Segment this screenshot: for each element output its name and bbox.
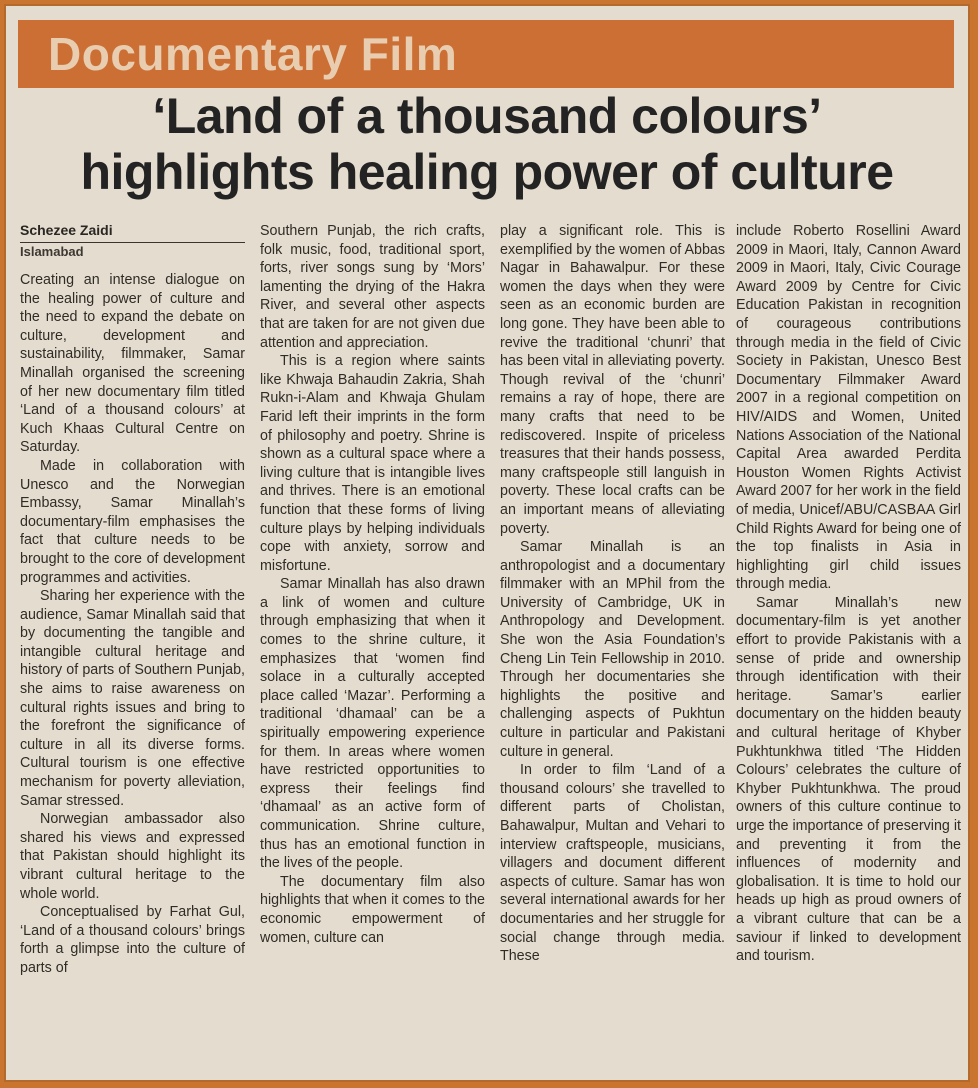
article-column-3 xyxy=(500,222,725,1076)
paragraph: Samar Minallah is an anthropologist and a documentary filmmaker with an MPhil from the University of Cambridge, UK in Anthropology and Development. She won the Asia Foundation’s Cheng Lin Tein Fellowship in 2010. Through her documentaries she highlights the positive and challenging aspects of Pukhtun culture in particular and Pakistani culture in general. xyxy=(500,539,725,760)
paragraph: play a significant role. This is exemplified by the women of Abbas Nagar in Bahawalpur. For these women the days when they were seen as an economic burden are long gone. They have been able to revive the traditional ‘chunri’ that has been vital in alleviating poverty. Though revival of the ‘chunri’ remains a ray of hope, there are many crafts that need to be rediscovered. Inspite of priceless treasures that their hands possess, many craftspeople still languish in poverty. These local crafts can be an important means of alleviating poverty. xyxy=(500,223,725,537)
section-banner xyxy=(18,20,954,88)
article-column-2 xyxy=(260,222,485,1076)
headline-line-2: highlights healing power of culture xyxy=(80,144,894,200)
paragraph: Samar Minallah has also drawn a link of women and culture through emphasizing that when it comes to the shrine culture, it emphasizes that ‘women find solace in a culturally accepted place called ‘Mazar’. Performing a traditional ‘dhamaal’ can be a spiritually empowering experience for them. In areas where women have restricted opportunities to express their feelings find ‘dhamaal’ as an active form of communication. Shrine culture, thus has an emotional function in the lives of the people. xyxy=(260,576,485,872)
paragraph: include Roberto Rosellini Award 2009 in Maori, Italy, Cannon Award 2009 in Maori, Italy, Civic Courage Award 2009 by Centre for Civic Education Pakistan in recognition of courageous contributions through media in the field of Civic Society in Pakistan, Unesco Best Documentary Filmmaker Award 2007 in a regional competition on HIV/AIDS and Women, United Nations Association of the National Capital Area awarded Perdita Houston Women Rights Activist Award 2007 for her work in the field of media, Unicef/ABU/CASBAA Girl Child Rights Award for being one of the top finalists in Asia in highlighting girl child issues through media. xyxy=(736,223,961,593)
paragraph: This is a region where saints like Khwaja Bahaudin Zakria, Shah Rukn-i-Alam and Khwaja Ghulam Farid left their imprints in the form of philosophy and poetry. Shrine is shown as a cultural space where a living culture that is intangible lives and thrives. There is an emotional function that these forms of living culture plays by helping individuals cope with anxiety, sorrow and misfortune. xyxy=(260,353,485,574)
paragraph: In order to film ‘Land of a thousand colours’ she travelled to different parts of Cholistan, Bahawalpur, Multan and Vehari to interview craftspeople, musicians, villagers and document different aspects of culture. Samar has won several international awards for her documentaries and her struggle for social change through media. These xyxy=(500,762,725,965)
paragraph: Norwegian ambassador also shared his views and expressed that Pakistan should highlight its vibrant cultural heritage to the whole world. xyxy=(20,811,245,902)
paragraph: Creating an intense dialogue on the healing power of culture and the need to expand the debate on culture, development and sustainability, filmmaker, Samar Minallah organised the screening of her new documentary film titled ‘Land of a thousand colours’ at Kuch Khaas Cultural Centre on Saturday. xyxy=(20,272,245,456)
section-title: Documentary Film xyxy=(48,28,458,80)
byline: Schezee Zaidi xyxy=(20,222,245,243)
paragraph: Made in collaboration with Unesco and the Norwegian Embassy, Samar Minallah’s documentary-film emphasises the fact that culture needs to be brought to the core of development programmes and activities. xyxy=(20,457,245,586)
paragraph: Conceptualised by Farhat Gul, ‘Land of a thousand colours’ brings forth a glimpse into the culture of parts of xyxy=(20,904,245,976)
dateline: Islamabad xyxy=(20,244,84,259)
newspaper-clipping xyxy=(4,4,970,1082)
article-column-1 xyxy=(20,222,245,1076)
headline-line-1: ‘Land of a thousand colours’ xyxy=(152,88,822,144)
paragraph: Southern Punjab, the rich crafts, folk music, food, traditional sport, forts, river songs sung by ‘Mors’ lamenting the drying of the Hakra River, and several other aspects that are taken for are not given due attention and appreciation. xyxy=(260,223,485,351)
article-body xyxy=(20,222,961,1076)
paragraph: Sharing her experience with the audience, Samar Minallah said that by documenting the tangible and intangible cultural heritage and history of parts of Southern Punjab, she aims to raise awareness on cultural rights issues and bring to the forefront the significance of culture in all its diverse forms. Cultural tourism is one effective mechanism for poverty alleviation, Samar stressed. xyxy=(20,588,245,809)
paragraph: Samar Minallah’s new documentary-film is yet another effort to provide Pakistanis with a sense of pride and ownership through identification with their heritage. Samar’s earlier documentary on the hidden beauty and cultural heritage of Khyber Pukhtunkhwa titled ‘The Hidden Colours’ celebrates the culture of Khyber Pukhtunkhwa. The proud owners of this culture continue to urge the importance of preserving it and preventing it from the influences of modernity and globalisation. It is time to hold our heads up high as proud owners of a vibrant culture that can be a saviour if linked to development and tourism. xyxy=(736,594,961,965)
article-column-4 xyxy=(736,222,961,1076)
paragraph: The documentary film also highlights that when it comes to the economic empowerment of women, culture can xyxy=(260,873,485,946)
headline xyxy=(6,88,968,200)
